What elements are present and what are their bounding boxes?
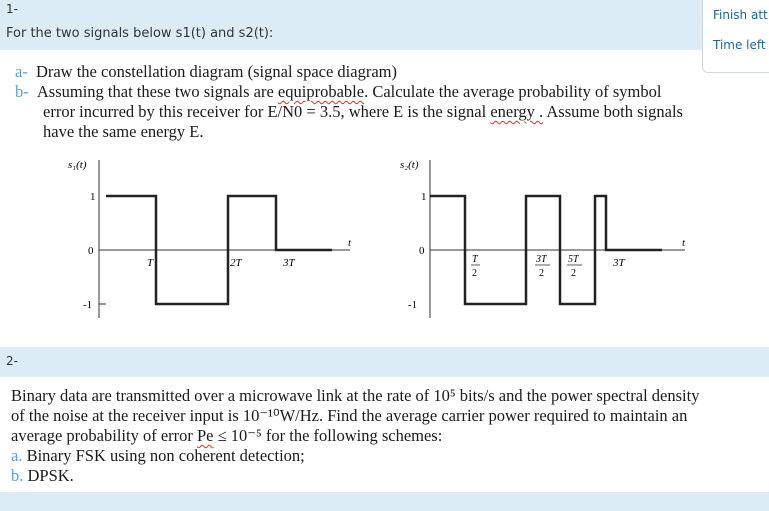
finish-attempt-link[interactable]: Finish att: [713, 8, 768, 22]
s2-tick-0: 0: [419, 245, 425, 257]
pe-word: Pe: [197, 426, 214, 445]
q2-part-b: [11, 466, 766, 486]
s1-xtick-2T: 2T: [230, 257, 242, 269]
s1-tick-1: 1: [90, 191, 96, 203]
question-2-header: [0, 347, 769, 377]
part-b-letter: b-: [15, 82, 29, 101]
s1-xtick-3T: 3T: [283, 257, 295, 269]
s2-xtick-5T2-den: 2: [571, 268, 576, 279]
part-b-line-2: [15, 102, 745, 122]
q2-part-a-letter: a.: [11, 446, 23, 465]
s1-xtick-T: T: [147, 257, 154, 269]
s2-xlabel: t: [682, 237, 686, 249]
s1-tick-neg1: -1: [83, 299, 93, 311]
part-b-text-1a: Assuming that these two signals are: [36, 82, 278, 101]
q2-part-b-text: DPSK.: [27, 466, 74, 485]
s1-xlabel: t: [348, 237, 352, 249]
question-1-header: [0, 0, 769, 50]
s2-tick-1: 1: [421, 191, 427, 203]
q2-line-3: [11, 426, 766, 446]
time-left-label: Time left: [713, 38, 766, 52]
q2-line-1: Binary data are transmitted over a microwave link at the rate of 10⁵ bits/s and the power spectral density: [11, 386, 700, 405]
part-b-text-2b: Assume both signals: [543, 102, 683, 121]
s2-xtick-3T2-num: 3T: [536, 254, 547, 265]
part-b-line-3: [15, 122, 745, 142]
question-2-number: 2-: [6, 354, 18, 368]
s2-xtick-3T: 3T: [613, 257, 625, 269]
signal-s1-diagram: [50, 150, 370, 330]
part-b-line-1: [15, 82, 745, 102]
q2-line-3a: average probability of error: [11, 426, 197, 445]
part-a-text: Draw the constellation diagram (signal space diagram): [35, 62, 397, 81]
s2-xtick-half-T-den: 2: [472, 268, 477, 279]
q2-part-b-letter: b.: [11, 466, 24, 485]
equiprobable-word: equiprobable: [277, 82, 365, 101]
part-b-text-2a: error incurred by this receiver for E/N0 = 3.5, where E is the signal: [43, 102, 491, 121]
s2-xtick-5T2-num: 5T: [568, 254, 579, 265]
part-b-text-1b: . Calculate the average probability of symbol: [364, 82, 662, 101]
question-1-body: [15, 62, 745, 142]
part-a: [15, 62, 745, 82]
s2-tick-neg1: -1: [408, 299, 418, 311]
s1-ylabel: s₁(t): [68, 159, 87, 171]
q2-line-3b: ≤ 10⁻⁵ for the following schemes:: [213, 426, 443, 445]
s2-xtick-half-T-num: T: [472, 254, 478, 265]
part-b-text-3: have the same energy E.: [43, 122, 204, 141]
question-3-header: [0, 492, 769, 511]
q2-part-a: [11, 446, 766, 466]
part-a-letter: a-: [15, 62, 28, 81]
signal-s2-diagram: [380, 150, 710, 330]
s1-tick-0: 0: [88, 245, 94, 257]
s2-xtick-3T2-den: 2: [539, 268, 544, 279]
q2-part-a-text: Binary FSK using non coherent detection;: [26, 446, 305, 465]
s2-ylabel: s₂(t): [400, 159, 419, 171]
question-1-prompt: For the two signals below s1(t) and s2(t):: [6, 26, 274, 41]
energy-word: energy .: [490, 102, 544, 121]
question-1-number: 1-: [6, 2, 18, 16]
question-2-body: [11, 386, 766, 486]
q2-line-2: of the noise at the receiver input is 10⁻¹⁰W/Hz. Find the average carrier power required to maintain an: [11, 406, 688, 425]
